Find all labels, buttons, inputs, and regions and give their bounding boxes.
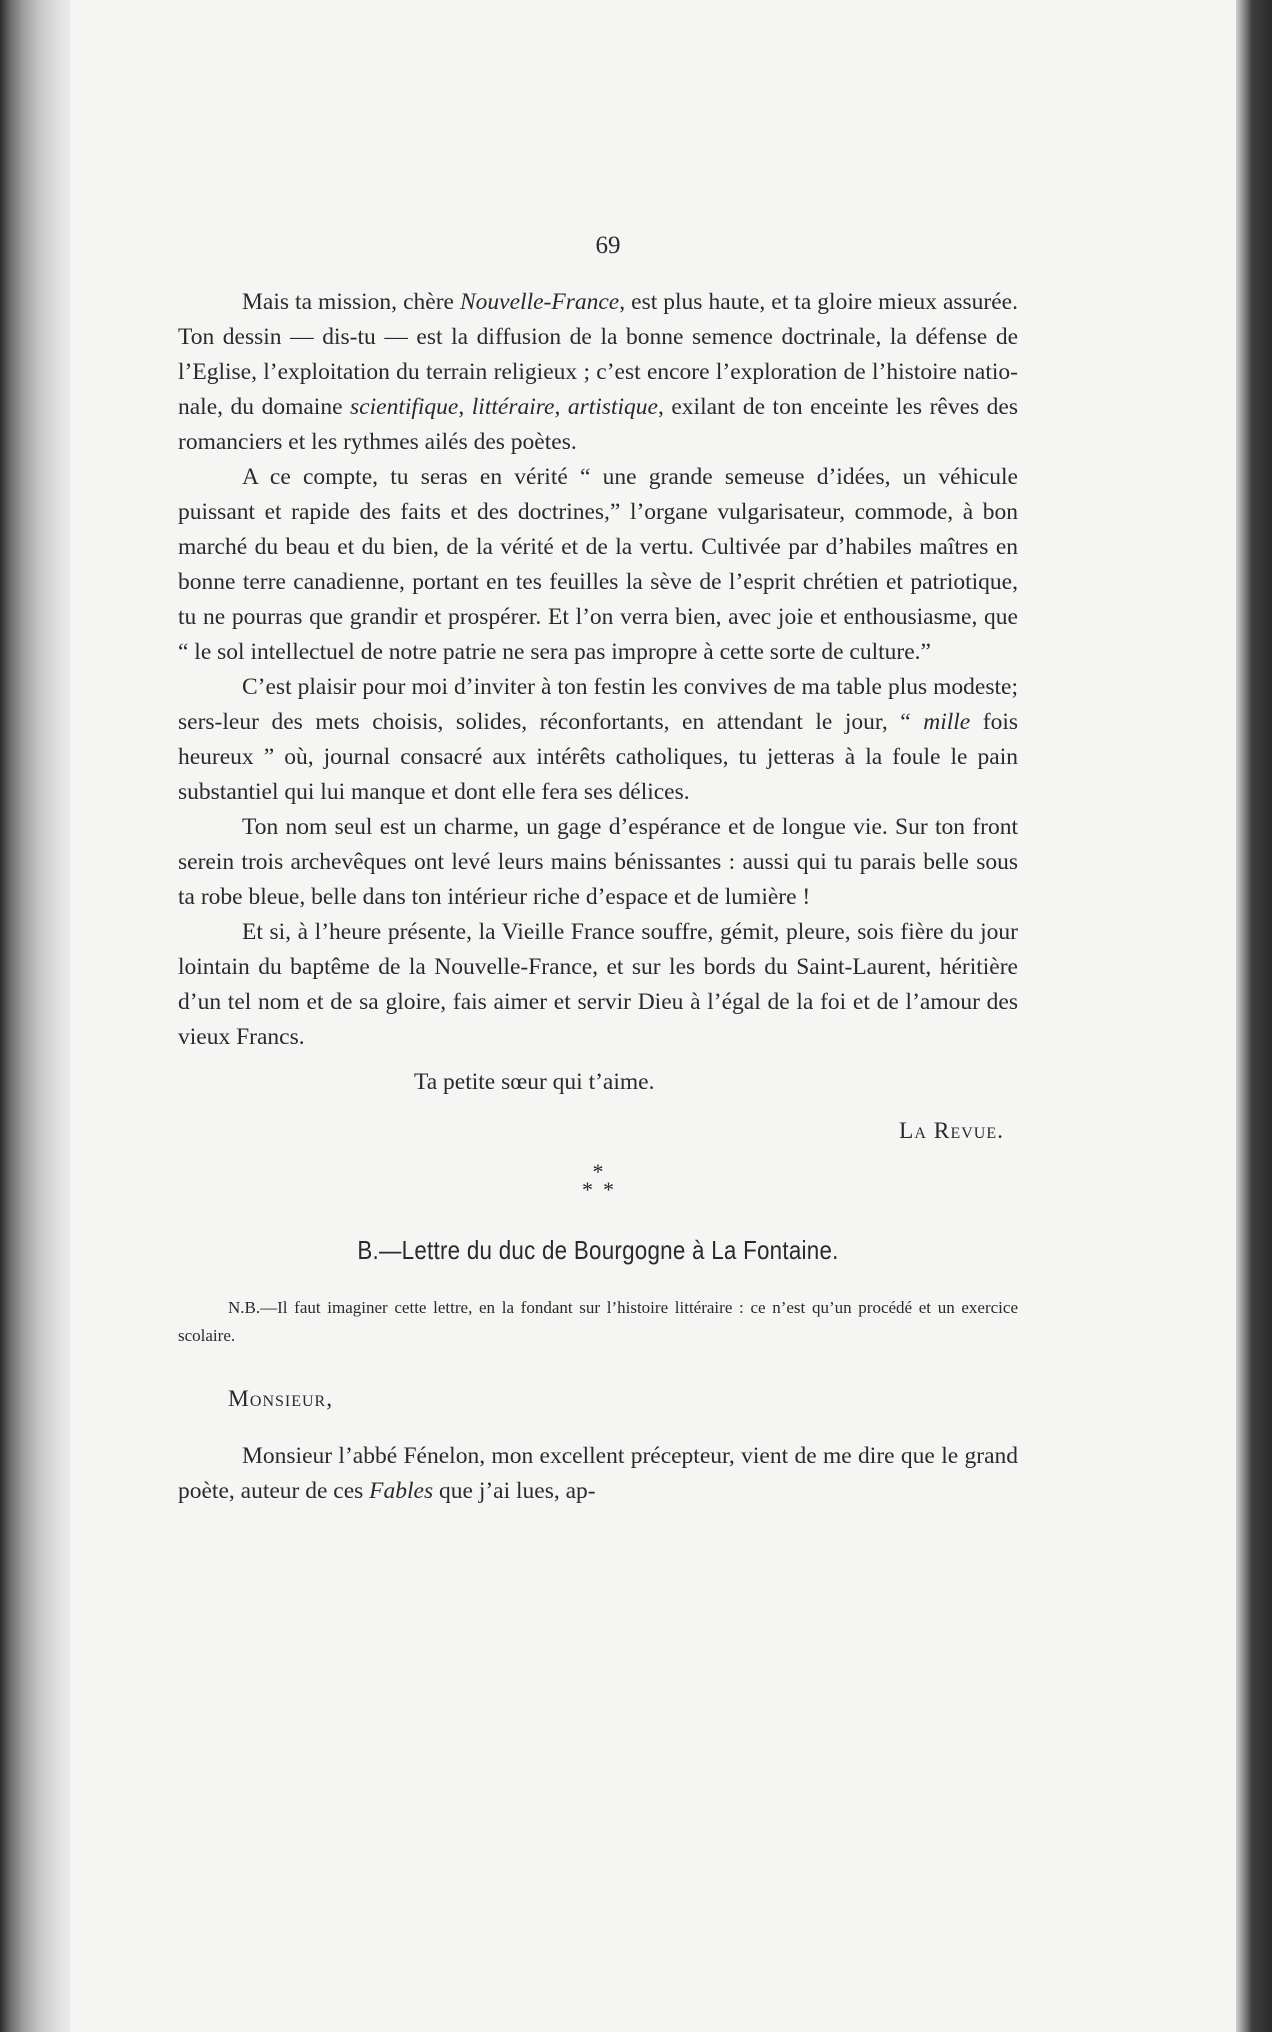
italic-text: Fables [369, 1478, 434, 1504]
italic-text: artistique [567, 394, 658, 420]
asterism-top: * [592, 1159, 604, 1184]
italic-text: mille [923, 709, 971, 735]
text-run: C’est plaisir pour moi d’inviter à ton festin les convives de ma table plus modeste; sers-leur des mets choisis, solides, réconfortants, en attendant le jour, “ [178, 674, 1018, 735]
letter-body [178, 285, 1018, 1055]
closing-line: Ta petite sœur qui t’aime. [414, 1069, 655, 1095]
body-paragraph [178, 810, 1018, 915]
italic-text: Nouvelle-France [460, 289, 620, 315]
asterism [178, 1159, 1018, 1209]
body-paragraph [178, 915, 1018, 1055]
text-run: Mais ta mission, chère [242, 289, 460, 315]
italic-text: scientifique [350, 394, 459, 420]
asterism-bottom: ** [582, 1177, 624, 1202]
text-run: Monsieur l’abbé Fénelon, mon excellent précepteur, vient de me dire que le grand poète, auteur de ces [178, 1443, 1018, 1504]
book-edge [1236, 0, 1272, 2032]
signature: La Revue. [899, 1118, 1004, 1144]
body-paragraph [178, 460, 1018, 670]
text-run: Et si, à l’heure présente, la Vieille France souffre, gémit, pleure, sois fière du jour lointain du baptême de la Nouvelle-France, et sur les bords du Saint-Laurent, héritière d’un tel nom et de sa gloire, fais aimer et servir Dieu à l’égal de la foi et de l’amour des vieux Francs. [178, 919, 1018, 1050]
section-heading: B.—Lettre du duc de Bourgogne à La Fontaine. [357, 1235, 839, 1265]
text-run: , [458, 394, 472, 420]
text-run: , exilant de ton enceinte les rêves des romanciers et les rythmes ailés des poètes. [178, 394, 1019, 455]
page-number: 69 [595, 232, 621, 259]
text-run: que j’ai lues, ap- [433, 1478, 596, 1504]
text-run: , [554, 394, 568, 420]
text-run: A ce compte, tu seras en vérité “ une grande semeuse d’idées, un véhicule puissant et rapide des faits et des doctrines,” l’organe vulgarisateur, commode, à bon marché du beau et du bien, de la vérité et de la vertu. Cultivée par d’habiles maîtres en bonne terre canadienne, portant en tes feuilles la sève de l’esprit chrétien et patriotique, tu ne pourras que grandir et prospérer. Et l’on verra bien, avec joie et enthousiasme, que “ le sol intellectuel de notre patrie ne sera pas impropre à cette sorte de culture.” [178, 464, 1018, 665]
final-paragraph [178, 1439, 1018, 1509]
text-run: fois heureux ” où, journal consacré aux intérêts catholiques, tu jetteras à la foule le pain substantiel qui lui manque et dont elle fera ses délices. [178, 709, 1019, 805]
body-paragraph [178, 670, 1018, 810]
text-run: , est plus haute, et ta gloire mieux assurée. Ton dessin — dis-tu — est la diffusion de la bonne semence doctrinale, la défense de l’Eglise, l’exploitation du terrain religieux ; c’est encore l’exploration de l’histoire nationale, du domaine [178, 289, 1018, 420]
italic-text: littéraire [471, 394, 555, 420]
editor-note: N.B.—Il faut imaginer cette lettre, en la fondant sur l’histoire littéraire : ce n’est qu’un procédé et un exercice scolaire. [178, 1298, 1018, 1345]
salutation: Monsieur, [228, 1386, 334, 1412]
body-paragraph [178, 285, 1018, 460]
text-run: Ton nom seul est un charme, un gage d’espérance et de longue vie. Sur ton front serein trois archevêques ont levé leurs mains bénissantes : aussi qui tu parais belle sous ta robe bleue, belle dans ton intérieur riche d’espace et de lumière ! [178, 814, 1018, 910]
text-block [178, 228, 1018, 1509]
